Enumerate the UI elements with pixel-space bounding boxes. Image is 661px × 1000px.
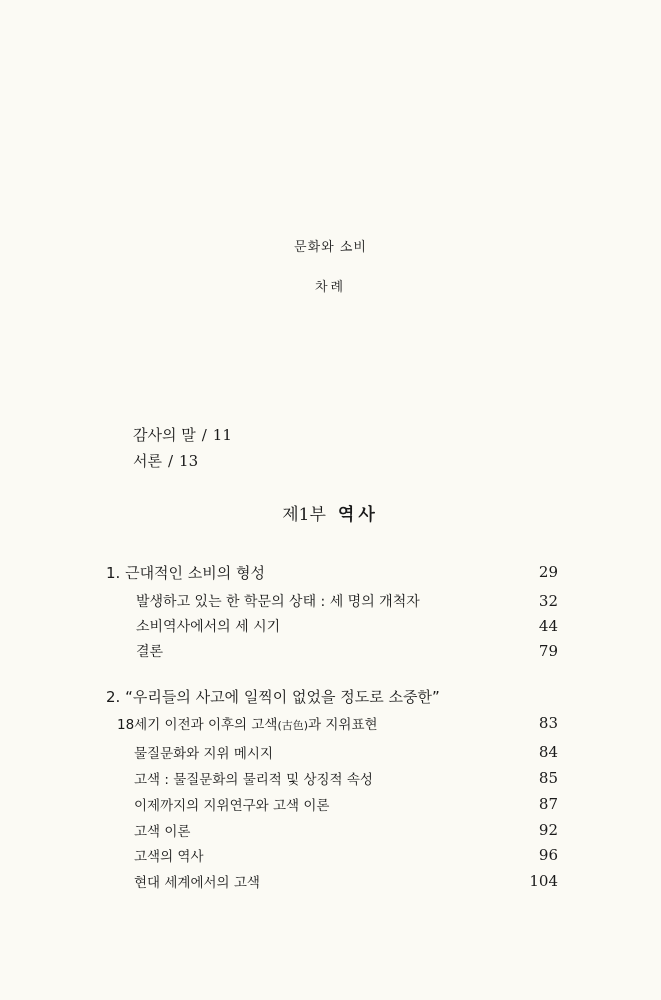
chapter-title: 2. “우리들의 사고에 일찍이 없었을 정도로 소중한” <box>106 688 440 706</box>
section-page: 104 <box>529 872 558 890</box>
section-page: 44 <box>538 617 558 635</box>
section-title: 발생하고 있는 한 학문의 상태 : 세 명의 개척자 <box>136 594 420 610</box>
section-title: 이제까지의 지위연구와 고색 이론 <box>134 798 330 814</box>
chapter-page: 29 <box>538 563 558 581</box>
front-matter-separator: / <box>167 452 174 470</box>
front-matter-item <box>133 424 232 445</box>
front-matter-title: 감사의 말 <box>133 426 196 444</box>
section-title: 결론 <box>136 644 164 660</box>
section-title: 현대 세계에서의 고색 <box>134 875 260 891</box>
section-page: 85 <box>538 769 558 787</box>
section-title-text: 18세기 이전과 이후의 고색 <box>117 717 278 733</box>
section-title: 물질문화와 지위 메시지 <box>134 746 273 762</box>
section-title-text: 과 지위표현 <box>308 717 378 733</box>
front-matter-item <box>133 450 198 471</box>
section-title: 소비역사에서의 세 시기 <box>136 619 281 635</box>
part-number: 제1부 <box>282 505 326 525</box>
section-title: 고색의 역사 <box>134 849 204 865</box>
section-title-hanja: (古色) <box>277 719 309 732</box>
part-heading <box>0 500 661 525</box>
section-page: 92 <box>538 821 558 839</box>
chapter-title: 1. 근대적인 소비의 형성 <box>106 564 266 582</box>
section-page: 79 <box>538 642 558 660</box>
section-title <box>117 713 378 733</box>
contents-heading: 차례 <box>314 280 347 295</box>
front-matter-separator: / <box>201 426 207 444</box>
section-title: 고색 이론 <box>134 824 191 840</box>
front-matter-page: 13 <box>179 452 199 470</box>
front-matter-title: 서론 <box>133 452 162 470</box>
section-page: 32 <box>538 592 558 610</box>
book-title: 문화와 소비 <box>294 240 367 255</box>
section-title: 고색 : 물질문화의 물리적 및 상징적 속성 <box>134 772 373 788</box>
front-matter-page: 11 <box>212 426 232 444</box>
part-name: 역사 <box>337 505 379 525</box>
section-page: 84 <box>538 743 558 761</box>
section-page: 96 <box>538 846 558 864</box>
section-page: 83 <box>538 714 558 732</box>
section-page: 87 <box>538 795 558 813</box>
